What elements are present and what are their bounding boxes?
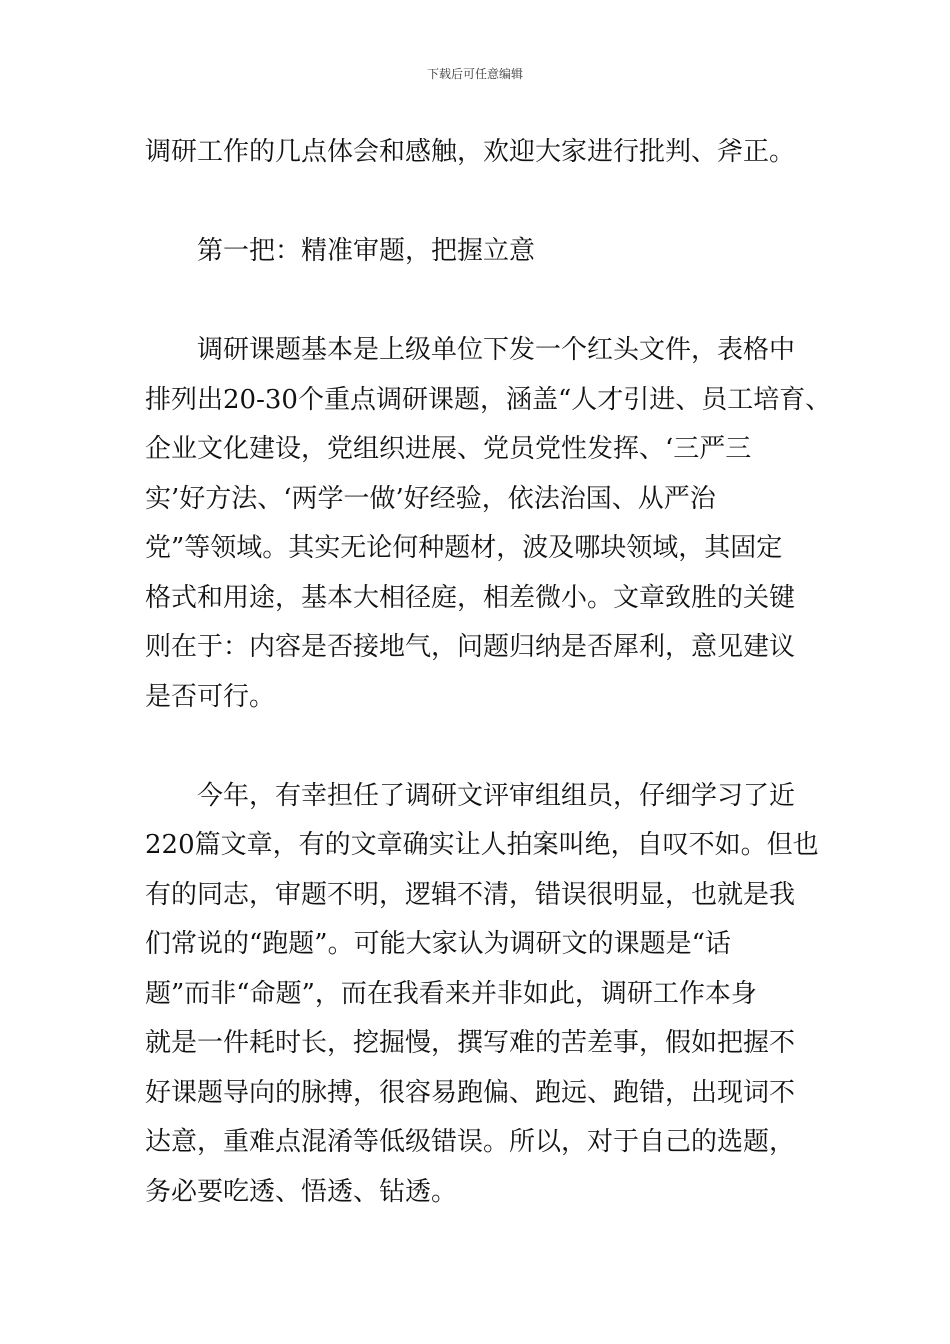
text-line: 们常说的“跑题”。可能大家认为调研文的课题是“话 <box>145 929 731 959</box>
text-line: 就是一件耗时长，挖掘慢，撰写难的苦差事，假如把握不 <box>145 1028 796 1058</box>
text-line: 务必要吃透、悟透、钻透。 <box>145 1176 458 1207</box>
text-line: 今年，有幸担任了调研文评审组组员，仔细学习了近 <box>197 780 796 811</box>
paragraph-gap <box>145 277 815 327</box>
document-body <box>145 128 832 1217</box>
text-line: 好课题导向的脉搏，很容易跑偏、跑远、跑错，出现词不 <box>145 1077 796 1108</box>
text-line: 党”等领域。其实无论何种题材，波及哪块领域，其固定 <box>145 533 783 563</box>
heading-line: 第一把：精准审题，把握立意 <box>197 236 536 266</box>
text-line: 排列出20-30个重点调研课题，涵盖“人才引进、员工培育、 <box>145 384 832 415</box>
text-line: 有的同志，审题不明，逻辑不清，错误很明显，也就是我 <box>145 879 796 910</box>
text-line: 是否可行。 <box>145 681 276 712</box>
paragraph-topics <box>145 326 832 722</box>
text-line: 调研课题基本是上级单位下发一个红头文件，表格中 <box>197 335 796 365</box>
section-heading <box>145 227 815 277</box>
paragraph-intro-tail <box>145 128 815 178</box>
text-line: 220篇文章，有的文章确实让人拍案叫绝，自叹不如。但也 <box>145 830 819 860</box>
text-line: 则在于：内容是否接地气，问题归纳是否犀利，意见建议 <box>145 632 796 662</box>
paragraph-gap <box>145 178 815 228</box>
text-line: 实’好方法、‘两学一做’好经验，依法治国、从严治 <box>145 483 716 514</box>
text-line: 达意，重难点混淆等低级错误。所以，对于自己的选题， <box>145 1127 796 1157</box>
text-line: 调研工作的几点体会和感触，欢迎大家进行批判、斧正。 <box>145 137 796 167</box>
text-line: 企业文化建设，党组织进展、党员党性发挥、‘三严三 <box>145 434 752 464</box>
text-line: 题”而非“命题”，而在我看来并非如此，调研工作本身 <box>145 978 757 1009</box>
page-header: 下载后可任意编辑 <box>426 67 523 81</box>
text-line: 格式和用途，基本大相径庭，相差微小。文章致胜的关键 <box>145 582 796 613</box>
paragraph-review <box>145 772 819 1218</box>
paragraph-gap <box>145 722 815 772</box>
